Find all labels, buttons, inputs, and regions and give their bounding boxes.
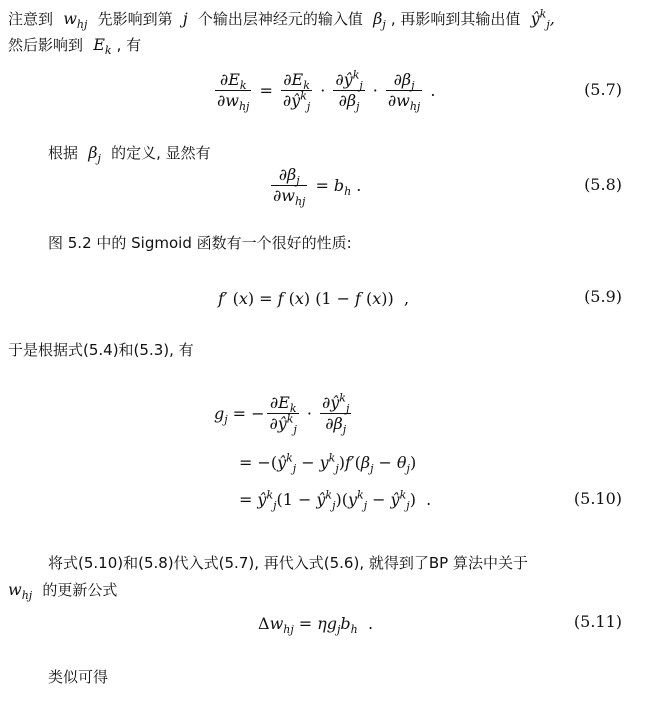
paragraph-6 xyxy=(48,666,108,688)
paragraph-3 xyxy=(48,232,352,254)
math-j: j xyxy=(177,9,193,28)
math-E-k: $E_k$ xyxy=(88,35,112,58)
text-gengxin-gongshi: 的更新公式 xyxy=(42,581,118,599)
equation-number-5-10: (5.10) xyxy=(573,489,622,508)
text-dingyi: 的定义, 显然有 xyxy=(111,144,211,162)
paragraph-4 xyxy=(8,339,194,361)
equation-number-5-8: (5.8) xyxy=(584,175,622,194)
equation-5-10-line-1: $g_j$ = − $\frac{\partial E_k}{\partial ŷ^k_j}$ · $\frac{\partial ŷ^k_j}{\partial\beta_j}$ xyxy=(214,391,350,436)
text-sigmoid-property: 图 5.2 中的 Sigmoid 函数有一个很好的性质: xyxy=(48,234,352,252)
math-beta-j: $\beta_j$ xyxy=(368,9,386,32)
frac-dy-dbeta-2: $\frac{\partial ŷ^k_j}{\partial\beta_j}$ xyxy=(321,391,350,436)
equation-5-8: $\frac{\partial\beta_j}{\partial w_{hj}}$ = $b_h$ . xyxy=(273,164,362,208)
paragraph-1-line-1 xyxy=(8,8,555,30)
equation-number-5-9: (5.9) xyxy=(584,287,622,306)
paragraph-2 xyxy=(48,142,211,164)
paragraph-5-line-1 xyxy=(48,552,528,574)
text-you: , 有 xyxy=(116,36,142,54)
text-leisi-kede: 类似可得 xyxy=(48,668,109,686)
frac-dbeta-dw-2: $\frac{\partial\beta_j}{\partial w_{hj}}$ xyxy=(273,164,306,208)
frac-dbeta-dw: $\frac{\partial\beta_j}{\partial w_{hj}}$ xyxy=(387,69,421,113)
equation-5-9: f′ ( x ) = f ( x ) (1 − f ( x )) , xyxy=(218,288,410,308)
equation-5-7: $\frac{\partial E_k}{\partial w_{hj}}$ = $\frac{\partial E_k}{\partial ŷ^k_j}$ · $\frac{\partial ŷ^k_j}{\partial\beta_j}$ · $\frac{\partial\beta_j}{\partial w_{hj}}$ . xyxy=(217,68,436,113)
math-beta-j-2: $\beta_j$ xyxy=(83,143,101,166)
text-ranhou: 然后影响到 xyxy=(8,36,84,54)
text-bp-update: 将式(5.10)和(5.8)代入式(5.7), 再代入式(5.6), 就得到了BP 算法中关于 xyxy=(48,554,528,572)
text-xian-yingxiang: 先影响到第 xyxy=(97,10,173,28)
frac-dE-dy-2: $\frac{\partial E_k}{\partial ŷ^k_j}$ xyxy=(269,392,297,436)
frac-dE-dw: $\frac{\partial E_k}{\partial w_{hj}}$ xyxy=(217,69,250,113)
paragraph-1-line-2 xyxy=(8,34,141,56)
text-genju: 根据 xyxy=(48,144,79,162)
math-w-hj: $w_{hj}$ xyxy=(58,9,88,32)
equation-5-11: Δ $w_{hj}$ = $\eta g_jb_h$ . xyxy=(258,613,374,636)
equation-5-10-line-3: = $ŷ^k_j$ (1 − $ŷ^k_j$ )( $y^k_j$ − $ŷ^k_j$ ) . xyxy=(239,488,432,512)
equation-number-5-11: (5.11) xyxy=(573,612,622,631)
text-zhuyi-dao: 注意到 xyxy=(8,10,54,28)
text-zai-yingxiang: , 再影响到其输出值 xyxy=(390,10,521,28)
text-shuchu-shuru: 个输出层神经元的输入值 xyxy=(197,10,363,28)
math-w-hj-2: $w_{hj}$ xyxy=(8,580,33,603)
math-yhat-jk: $ŷ^k_j$, xyxy=(525,7,555,32)
equation-number-5-7: (5.7) xyxy=(584,80,622,99)
text-yushi-genju: 于是根据式(5.4)和(5.3), 有 xyxy=(8,341,194,359)
frac-dE-dy: $\frac{\partial E_k}{\partial ŷ^k_j}$ xyxy=(282,69,311,113)
paragraph-5-line-2 xyxy=(8,579,117,601)
frac-dy-dbeta: $\frac{\partial ŷ^k_j}{\partial\beta_j}$ xyxy=(335,68,363,113)
equation-5-10-line-2: = −( $ŷ^k_j$ − $y^k_j$ ) f′ ( $\beta_j$ − $\theta_j$ ) xyxy=(239,451,417,475)
